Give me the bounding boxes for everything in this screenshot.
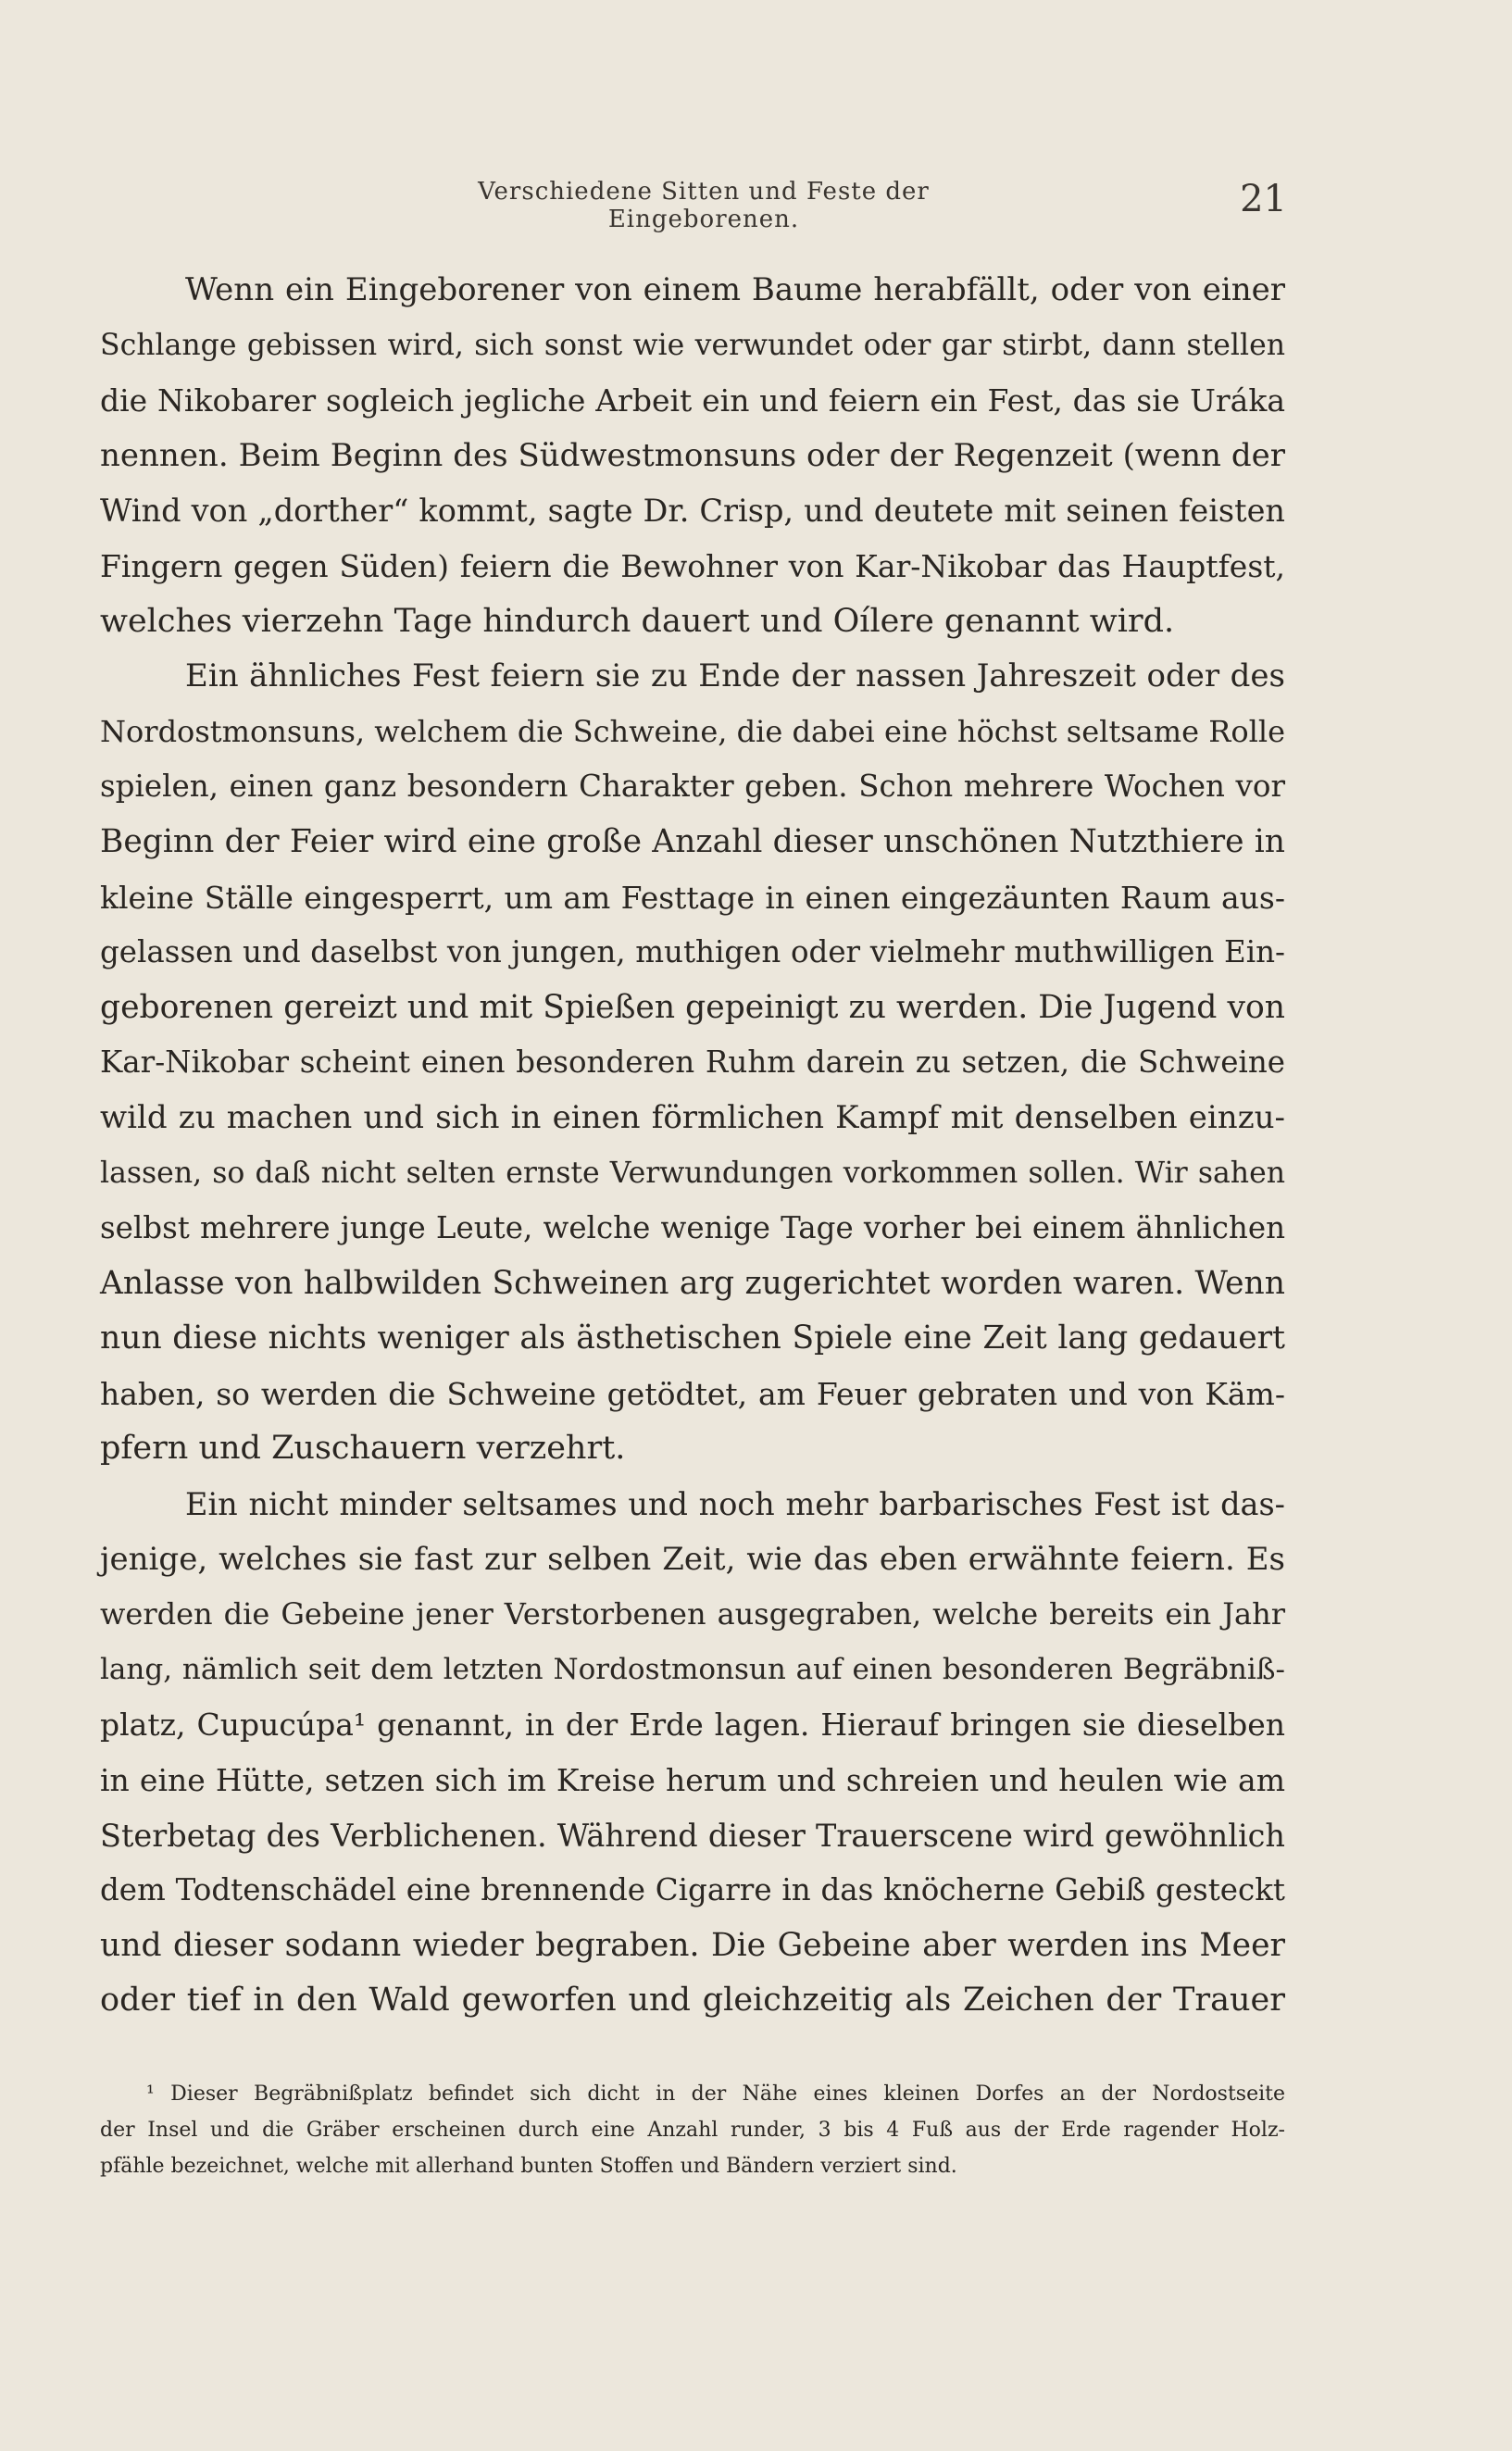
footnote-line: pfähle bezeichnet, welche mit allerhand bunten Stoffen und Bändern verziert sind. xyxy=(100,2155,957,2178)
text-line: dem Todtenschädel eine brennende Cigarre in das knöcherne Gebiß gesteckt xyxy=(100,1872,1285,1908)
text-line: werden die Gebeine jener Verstorbenen ausgegraben, welche bereits ein Jahr xyxy=(100,1596,1285,1632)
text-line: lassen, so daß nicht selten ernste Verwundungen vorkommen sollen. Wir sahen xyxy=(100,1156,1285,1190)
text-line: nennen. Beim Beginn des Südwestmonsuns oder der Regenzeit (wenn der xyxy=(100,436,1285,474)
text-line: jenige, welches sie fast zur selben Zeit, wie das eben erwähnte feiern. Es xyxy=(100,1540,1285,1578)
footnote-line: ¹ Dieser Begräbnißplatz befindet sich dicht in der Nähe eines kleinen Dorfes an der Nordostseite xyxy=(146,2082,1285,2106)
text-line: in eine Hütte, setzen sich im Kreise herum und schreien und heulen wie am xyxy=(100,1762,1285,1799)
footnotes xyxy=(100,2076,1285,2184)
text-line: oder tief in den Wald geworfen und gleichzeitig als Zeichen der Trauer xyxy=(100,1982,1285,2020)
text-line: und dieser sodann wieder begraben. Die Gebeine aber werden ins Meer xyxy=(100,1926,1285,1964)
text-line: Kar-Nikobar scheint einen besonderen Ruhm darein zu setzen, die Schweine xyxy=(100,1044,1285,1081)
text-line: Nordostmonsuns, welchem die Schweine, die dabei eine höchst seltsame Rolle xyxy=(100,713,1285,749)
body-text xyxy=(100,263,1285,2029)
text-line: geborenen gereizt und mit Spießen gepeinigt zu werden. Die Jugend von xyxy=(100,988,1285,1026)
running-head: Verschiedene Sitten und Feste der Eingeborenen. xyxy=(478,178,930,233)
text-line: Anlasse von halbwilden Schweinen arg zugerichtet worden waren. Wenn xyxy=(100,1264,1285,1302)
text-line: die Nikobarer sogleich jegliche Arbeit ein und feiern ein Fest, das sie Uráka xyxy=(100,382,1285,419)
text-line: nun diese nichts weniger als ästhetischen Spiele eine Zeit lang gedauert xyxy=(100,1319,1285,1357)
page-number: 21 xyxy=(1240,178,1287,220)
text-line: Fingern gegen Süden) feiern die Bewohner von Kar-Nikobar das Hauptfest, xyxy=(100,547,1285,584)
text-line: Ein nicht minder seltsames und noch mehr barbarisches Fest ist das- xyxy=(185,1486,1285,1523)
text-line: haben, so werden die Schweine getödtet, am Feuer gebraten und von Käm- xyxy=(100,1375,1285,1412)
text-line: wild zu machen und sich in einen förmlichen Kampf mit denselben einzu- xyxy=(100,1098,1285,1136)
text-line: pfern und Zuschauern verzehrt. xyxy=(100,1430,626,1468)
text-line: selbst mehrere junge Leute, welche wenige Tage vorher bei einem ähnlichen xyxy=(100,1210,1285,1246)
text-line: Beginn der Feier wird eine große Anzahl dieser unschönen Nutzthiere in xyxy=(100,822,1285,860)
text-line: welches vierzehn Tage hindurch dauert und Oílere genannt wird. xyxy=(100,602,1175,640)
text-line: Ein ähnliches Fest feiern sie zu Ende der nassen Jahreszeit oder des xyxy=(185,657,1285,695)
text-line: kleine Ställe eingesperrt, um am Festtage in einen eingezäunten Raum aus- xyxy=(100,879,1285,916)
text-line: Schlange gebissen wird, sich sonst wie verwundet oder gar stirbt, dann stellen xyxy=(100,328,1285,362)
text-line: Wind von „dorther“ kommt, sagte Dr. Crisp, und deutete mit seinen feisten xyxy=(100,493,1285,530)
text-line: gelassen und daselbst von jungen, muthigen oder vielmehr muthwilligen Ein- xyxy=(100,934,1285,970)
text-line: spielen, einen ganz besondern Charakter geben. Schon mehrere Wochen vor xyxy=(100,769,1285,805)
text-line: Wenn ein Eingeborener von einem Baume herabfällt, oder von einer xyxy=(185,271,1285,308)
text-line: Sterbetag des Verblichenen. Während dieser Trauerscene wird gewöhnlich xyxy=(100,1817,1285,1854)
footnote-line: der Insel und die Gräber erscheinen durch eine Anzahl runder, 3 bis 4 Fuß aus der Erde ragender Holz- xyxy=(100,2119,1285,2142)
text-line: lang, nämlich seit dem letzten Nordostmonsun auf einen besonderen Begräbniß- xyxy=(100,1652,1285,1686)
text-line: platz, Cupucúpa¹ genannt, in der Erde lagen. Hierauf bringen sie dieselben xyxy=(100,1707,1285,1744)
